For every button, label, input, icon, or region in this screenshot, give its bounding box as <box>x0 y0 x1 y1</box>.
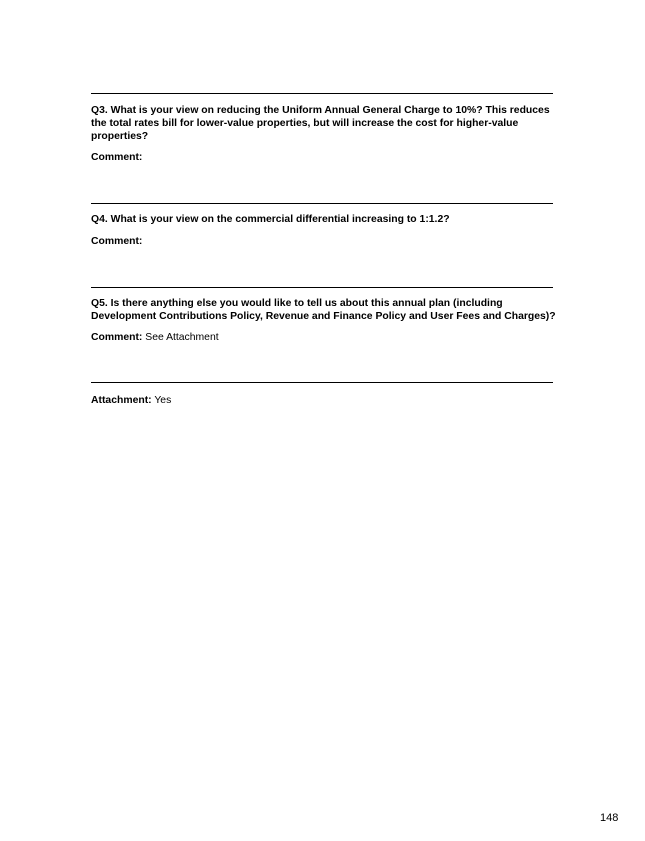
question-3-comment <box>91 151 561 164</box>
comment-label: Comment: <box>91 332 143 343</box>
attachment-line <box>91 394 561 407</box>
question-4-comment <box>91 235 561 248</box>
divider-line <box>91 287 553 288</box>
divider-line <box>91 382 553 383</box>
question-3-text: Q3. What is your view on reducing the Uniform Annual General Charge to 10%? This reduces the total rates bill for lower-value properties, but will increase the cost for higher-value properties? <box>91 105 550 142</box>
divider-line <box>91 203 553 204</box>
question-4-text: Q4. What is your view on the commercial differential increasing to 1:1.2? <box>91 214 450 225</box>
comment-label: Comment: <box>91 236 143 247</box>
comment-value: See Attachment <box>145 332 219 343</box>
attachment-value: Yes <box>154 395 172 406</box>
page-number: 148 <box>600 812 619 824</box>
attachment-label: Attachment: <box>91 395 152 406</box>
question-5-comment <box>91 331 561 344</box>
question-5-text: Q5. Is there anything else you would like to tell us about this annual plan (including Development Contributions Policy, Revenue and Finance Policy and User Fees and Charges)? <box>91 298 556 322</box>
comment-label: Comment: <box>91 152 143 163</box>
divider-line <box>91 93 553 94</box>
